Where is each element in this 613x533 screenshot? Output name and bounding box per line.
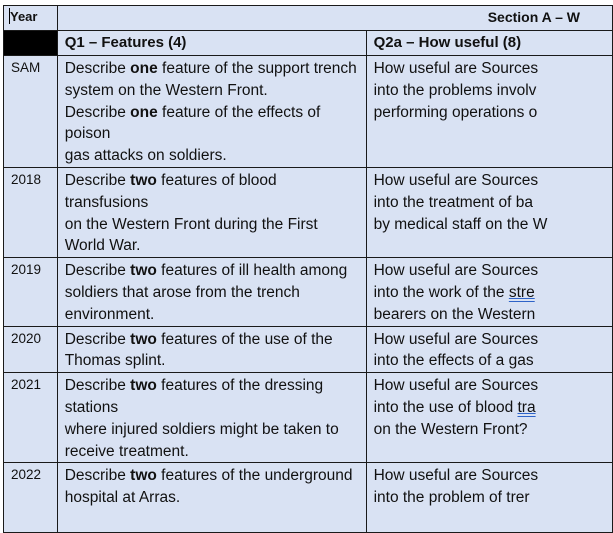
q2-line: How useful are Sources: [373, 60, 539, 77]
q1-line: World War.: [64, 237, 141, 255]
q1-line: Describe two features of the use of the: [64, 330, 333, 348]
q1-line: system on the Western Front.: [64, 81, 268, 99]
q1-line: environment.: [64, 305, 155, 323]
year-cell[interactable]: 2020: [4, 326, 58, 373]
q1-cell[interactable]: [57, 463, 366, 533]
q2-line: How useful are Sources: [373, 262, 539, 280]
emphasis-word: one: [130, 60, 158, 77]
spellcheck-flagged-word: tra: [517, 398, 536, 416]
q1-line: Describe one feature of the support trench: [64, 60, 357, 77]
emphasis-word: two: [130, 171, 157, 189]
q2-line: How useful are Sources: [373, 330, 539, 348]
q2-cell[interactable]: [366, 463, 612, 533]
q2-cell[interactable]: [366, 56, 612, 168]
year-cell[interactable]: 2018: [4, 167, 58, 257]
table-row-2021: [4, 373, 613, 463]
q2-line: into the use of blood tra: [373, 398, 536, 416]
q2-header-cell[interactable]: [366, 31, 612, 56]
q2-line: on the Western Front?: [373, 420, 528, 438]
year-header-label: Year: [10, 9, 38, 24]
q1-line: Thomas splint.: [64, 352, 166, 370]
q1-cell[interactable]: [57, 167, 366, 257]
q2-line: How useful are Sources: [373, 171, 539, 189]
emphasis-word: two: [130, 467, 157, 485]
header-row: [4, 6, 613, 31]
q2-cell[interactable]: [366, 326, 612, 373]
q2-cell[interactable]: [366, 167, 612, 257]
emphasis-word: two: [130, 262, 157, 280]
subheader-row: [4, 31, 613, 56]
q1-line: hospital at Arras.: [64, 489, 181, 507]
table-row-2018: [4, 167, 613, 257]
q1-line: Describe two features of the underground: [64, 467, 353, 485]
q1-line: Describe two features of the dressing stations: [64, 377, 324, 416]
q2-line: into the effects of a gas: [373, 352, 534, 370]
spellcheck-flagged-word: stre: [508, 283, 535, 301]
text-cursor: [9, 8, 10, 24]
q2-line: by medical staff on the W: [373, 215, 548, 233]
q1-line: receive treatment.: [64, 442, 189, 460]
q1-line: Describe two features of ill health among: [64, 262, 348, 280]
section-header-cell[interactable]: [57, 6, 612, 31]
exam-questions-table: [3, 5, 613, 533]
emphasis-word: two: [130, 330, 157, 348]
q2-cell[interactable]: [366, 373, 612, 463]
table-row-2020: [4, 326, 613, 373]
q2-header-label: Q2a – How useful (8): [373, 34, 522, 51]
q2-line: performing operations o: [373, 103, 538, 121]
q2-line: bearers on the Western: [373, 305, 536, 323]
year-cell[interactable]: 2021: [4, 373, 58, 463]
q1-cell[interactable]: [57, 373, 366, 463]
q1-header-label: Q1 – Features (4): [64, 34, 187, 51]
blank-black-cell[interactable]: [4, 31, 58, 56]
q2-cell[interactable]: [366, 258, 612, 326]
q1-cell[interactable]: [57, 258, 366, 326]
q2-line: How useful are Sources: [373, 377, 539, 395]
year-header-cell[interactable]: [4, 6, 58, 31]
emphasis-word: two: [130, 377, 157, 395]
q2-line: into the work of the stre: [373, 283, 535, 301]
q1-line: where injured soldiers might be taken to: [64, 420, 339, 438]
year-cell[interactable]: 2019: [4, 258, 58, 326]
q1-line: Describe one feature of the effects of poison: [64, 103, 321, 143]
year-cell[interactable]: 2022: [4, 463, 58, 533]
q1-header-cell[interactable]: [57, 31, 366, 56]
table-row-sam: [4, 56, 613, 168]
q1-line: gas attacks on soldiers.: [64, 147, 227, 165]
q2-line: into the problems involv: [373, 81, 537, 99]
year-cell[interactable]: SAM: [4, 56, 58, 168]
table-row-2022: [4, 463, 613, 533]
q1-cell[interactable]: [57, 56, 366, 168]
q2-line: into the problem of trer: [373, 489, 530, 507]
q2-line: into the treatment of ba: [373, 193, 533, 211]
emphasis-word: one: [130, 103, 158, 121]
q1-line: Describe two features of blood transfusions: [64, 171, 277, 211]
q1-line: on the Western Front during the First: [64, 215, 318, 233]
section-title: Section A – W: [487, 9, 581, 25]
q1-cell[interactable]: [57, 326, 366, 373]
q2-line: How useful are Sources: [373, 467, 539, 485]
q1-line: soldiers that arose from the trench: [64, 283, 300, 301]
table-row-2019: [4, 258, 613, 326]
